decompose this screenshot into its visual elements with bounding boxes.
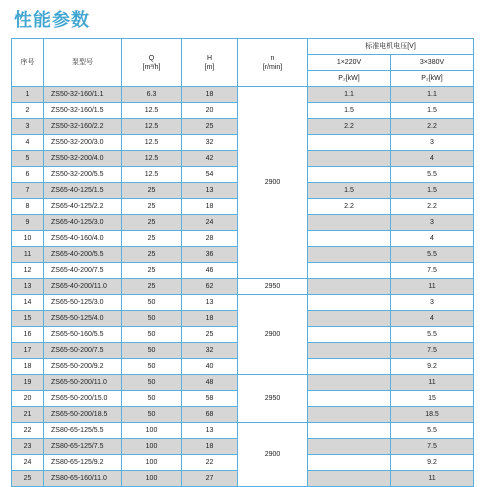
power-220v [308, 407, 391, 423]
table-row [12, 87, 474, 103]
flow-value: 50 [122, 359, 182, 375]
power-220v: 1.5 [308, 183, 391, 199]
row-index: 8 [12, 199, 44, 215]
head-value: 18 [182, 199, 238, 215]
head-value: 48 [182, 375, 238, 391]
head-value: 36 [182, 247, 238, 263]
row-index: 11 [12, 247, 44, 263]
head-value: 62 [182, 279, 238, 295]
power-380v: 1.5 [391, 103, 474, 119]
pump-model: ZS80-65-160/11.0 [44, 471, 122, 487]
power-220v [308, 343, 391, 359]
power-220v [308, 263, 391, 279]
power-220v [308, 279, 391, 295]
flow-value: 25 [122, 263, 182, 279]
header-index: 序号 [12, 39, 44, 87]
table-row [12, 295, 474, 311]
power-220v [308, 391, 391, 407]
head-value: 32 [182, 343, 238, 359]
pump-model: ZS50-32-160/1.5 [44, 103, 122, 119]
row-index: 1 [12, 87, 44, 103]
flow-value: 50 [122, 391, 182, 407]
power-220v: 2.2 [308, 199, 391, 215]
power-380v: 15 [391, 391, 474, 407]
header-speed [238, 39, 308, 87]
flow-value: 100 [122, 439, 182, 455]
header-voltage-220: 1×220V [308, 55, 391, 71]
head-value: 25 [182, 119, 238, 135]
flow-value: 50 [122, 407, 182, 423]
row-index: 17 [12, 343, 44, 359]
flow-value: 12.5 [122, 119, 182, 135]
head-value: 28 [182, 231, 238, 247]
head-value: 40 [182, 359, 238, 375]
power-220v [308, 247, 391, 263]
power-380v: 2.2 [391, 119, 474, 135]
pump-model: ZS80-65-125/5.5 [44, 423, 122, 439]
pump-model: ZS50-32-200/3.0 [44, 135, 122, 151]
flow-value: 12.5 [122, 135, 182, 151]
power-380v: 5.5 [391, 423, 474, 439]
head-value: 27 [182, 471, 238, 487]
power-380v: 18.5 [391, 407, 474, 423]
pump-model: ZS65-50-200/11.0 [44, 375, 122, 391]
flow-value: 50 [122, 343, 182, 359]
flow-value: 50 [122, 327, 182, 343]
power-380v: 5.5 [391, 167, 474, 183]
header-head-label: H [206, 54, 213, 62]
page-title: 性能参数 [14, 10, 90, 30]
header-flow-unit: [m³/h] [142, 63, 161, 71]
speed-value: 2950 [238, 279, 308, 295]
pump-model: ZS65-50-200/18.5 [44, 407, 122, 423]
power-380v: 11 [391, 375, 474, 391]
power-380v: 11 [391, 471, 474, 487]
row-index: 6 [12, 167, 44, 183]
table-row [12, 375, 474, 391]
flow-value: 100 [122, 423, 182, 439]
power-220v [308, 215, 391, 231]
power-220v [308, 471, 391, 487]
flow-value: 12.5 [122, 103, 182, 119]
header-voltage-group: 标准电机电压[V] [308, 39, 474, 55]
head-value: 13 [182, 183, 238, 199]
power-380v: 7.5 [391, 263, 474, 279]
power-220v [308, 359, 391, 375]
flow-value: 50 [122, 311, 182, 327]
pump-model: ZS65-40-125/2.2 [44, 199, 122, 215]
power-380v: 11 [391, 279, 474, 295]
power-220v [308, 167, 391, 183]
row-index: 7 [12, 183, 44, 199]
flow-value: 6.3 [122, 87, 182, 103]
power-380v: 3 [391, 295, 474, 311]
row-index: 14 [12, 295, 44, 311]
speed-value: 2900 [238, 87, 308, 279]
speed-value: 2900 [238, 423, 308, 487]
head-value: 13 [182, 295, 238, 311]
row-index: 10 [12, 231, 44, 247]
speed-value: 2900 [238, 295, 308, 375]
row-index: 25 [12, 471, 44, 487]
power-220v [308, 439, 391, 455]
row-index: 12 [12, 263, 44, 279]
pump-model: ZS50-32-160/1.1 [44, 87, 122, 103]
table-row [12, 279, 474, 295]
pump-model: ZS80-65-125/7.5 [44, 439, 122, 455]
head-value: 18 [182, 439, 238, 455]
row-index: 23 [12, 439, 44, 455]
flow-value: 25 [122, 215, 182, 231]
power-220v [308, 151, 391, 167]
head-value: 58 [182, 391, 238, 407]
power-380v: 5.5 [391, 327, 474, 343]
row-index: 16 [12, 327, 44, 343]
pump-model: ZS50-32-200/4.0 [44, 151, 122, 167]
power-380v: 2.2 [391, 199, 474, 215]
flow-value: 50 [122, 295, 182, 311]
head-value: 13 [182, 423, 238, 439]
power-380v: 7.5 [391, 343, 474, 359]
pump-model: ZS50-32-160/2.2 [44, 119, 122, 135]
header-power-220: P₂[kW] [308, 71, 391, 87]
power-220v: 2.2 [308, 119, 391, 135]
power-380v: 1.5 [391, 183, 474, 199]
power-380v: 4 [391, 311, 474, 327]
power-380v: 5.5 [391, 247, 474, 263]
head-value: 46 [182, 263, 238, 279]
pump-model: ZS65-50-125/3.0 [44, 295, 122, 311]
row-index: 18 [12, 359, 44, 375]
pump-model: ZS65-50-125/4.0 [44, 311, 122, 327]
header-model: 泵型号 [44, 39, 122, 87]
power-220v [308, 375, 391, 391]
power-380v: 3 [391, 135, 474, 151]
pump-model: ZS80-65-125/9.2 [44, 455, 122, 471]
header-voltage-380: 3×380V [391, 55, 474, 71]
row-index: 20 [12, 391, 44, 407]
power-220v [308, 231, 391, 247]
power-380v: 3 [391, 215, 474, 231]
header-speed-unit: [r/min] [262, 63, 283, 71]
pump-model: ZS65-40-200/11.0 [44, 279, 122, 295]
power-380v: 4 [391, 231, 474, 247]
power-220v [308, 327, 391, 343]
power-380v: 1.1 [391, 87, 474, 103]
head-value: 42 [182, 151, 238, 167]
pump-model: ZS65-50-200/9.2 [44, 359, 122, 375]
head-value: 68 [182, 407, 238, 423]
pump-model: ZS65-40-160/4.0 [44, 231, 122, 247]
row-index: 13 [12, 279, 44, 295]
pump-model: ZS50-32-200/5.5 [44, 167, 122, 183]
pump-model: ZS65-40-125/1.5 [44, 183, 122, 199]
speed-value: 2950 [238, 375, 308, 423]
row-index: 4 [12, 135, 44, 151]
power-380v: 4 [391, 151, 474, 167]
flow-value: 25 [122, 247, 182, 263]
row-index: 3 [12, 119, 44, 135]
power-220v: 1.1 [308, 87, 391, 103]
head-value: 18 [182, 87, 238, 103]
performance-table [11, 38, 474, 487]
power-220v: 1.5 [308, 103, 391, 119]
row-index: 24 [12, 455, 44, 471]
power-220v [308, 455, 391, 471]
flow-value: 25 [122, 231, 182, 247]
flow-value: 12.5 [122, 151, 182, 167]
row-index: 9 [12, 215, 44, 231]
row-index: 19 [12, 375, 44, 391]
row-index: 15 [12, 311, 44, 327]
power-380v: 9.2 [391, 455, 474, 471]
row-index: 21 [12, 407, 44, 423]
power-220v [308, 295, 391, 311]
head-value: 24 [182, 215, 238, 231]
head-value: 54 [182, 167, 238, 183]
flow-value: 25 [122, 183, 182, 199]
power-220v [308, 423, 391, 439]
power-380v: 7.5 [391, 439, 474, 455]
pump-model: ZS65-40-200/5.5 [44, 247, 122, 263]
header-speed-label: n [270, 54, 275, 62]
power-220v [308, 311, 391, 327]
flow-value: 25 [122, 279, 182, 295]
head-value: 18 [182, 311, 238, 327]
pump-model: ZS65-40-125/3.0 [44, 215, 122, 231]
head-value: 20 [182, 103, 238, 119]
flow-value: 50 [122, 375, 182, 391]
flow-value: 25 [122, 199, 182, 215]
row-index: 22 [12, 423, 44, 439]
header-flow-label: Q [148, 54, 155, 62]
header-flow [122, 39, 182, 87]
flow-value: 12.5 [122, 167, 182, 183]
pump-model: ZS65-50-160/5.5 [44, 327, 122, 343]
head-value: 25 [182, 327, 238, 343]
power-380v: 9.2 [391, 359, 474, 375]
flow-value: 100 [122, 455, 182, 471]
header-power-380: P₂[kW] [391, 71, 474, 87]
header-head-unit: [m] [204, 63, 215, 71]
row-index: 5 [12, 151, 44, 167]
pump-model: ZS65-40-200/7.5 [44, 263, 122, 279]
table-row [12, 423, 474, 439]
row-index: 2 [12, 103, 44, 119]
flow-value: 100 [122, 471, 182, 487]
power-220v [308, 135, 391, 151]
head-value: 32 [182, 135, 238, 151]
head-value: 22 [182, 455, 238, 471]
pump-model: ZS65-50-200/7.5 [44, 343, 122, 359]
pump-model: ZS65-50-200/15.0 [44, 391, 122, 407]
header-head [182, 39, 238, 87]
